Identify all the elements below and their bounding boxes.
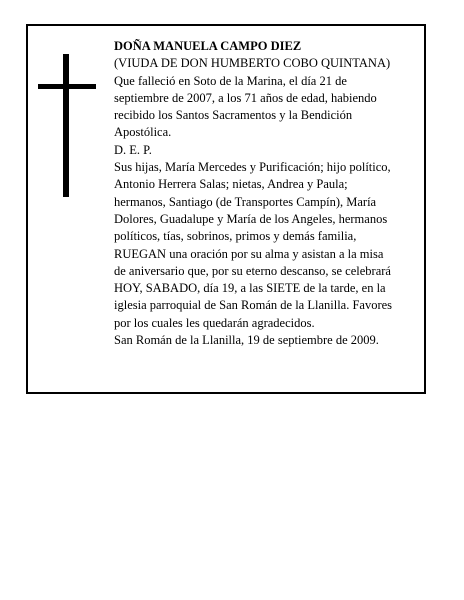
body-line: septiembre de 2007, a los 71 años de edad, habiendo bbox=[114, 90, 377, 105]
body-line: HOY, SABADO, día 19, a las SIETE de la tarde, en la bbox=[114, 281, 386, 296]
body-line: iglesia parroquial de San Román de la Llanilla. Favores bbox=[114, 298, 393, 313]
obituary-text-block bbox=[114, 38, 422, 349]
rip-line: D. E. P. bbox=[114, 142, 152, 157]
place-date-line: San Román de la Llanilla, 19 de septiembre de 2009. bbox=[114, 333, 379, 348]
body-line: RUEGAN una oración por su alma y asistan a la misa bbox=[114, 246, 384, 261]
body-line: recibido los Santos Sacramentos y la Bendición bbox=[114, 108, 353, 123]
cross-icon bbox=[38, 54, 96, 197]
body-line: Apostólica. bbox=[114, 125, 172, 140]
body-line: por los cuales les quedarán agradecidos. bbox=[114, 315, 315, 330]
body-line: políticos, tías, sobrinos, primos y demás familia, bbox=[114, 229, 357, 244]
body-line: Dolores, Guadalupe y María de los Angeles, hermanos bbox=[114, 211, 388, 226]
body-line: hermanos, Santiago (de Transportes Campín), María bbox=[114, 194, 377, 209]
cross-vertical-bar bbox=[63, 54, 69, 197]
body-line: Que falleció en Soto de la Marina, el día 21 de bbox=[114, 73, 347, 88]
body-line: Sus hijas, María Mercedes y Purificación; hijo político, bbox=[114, 160, 391, 175]
cross-horizontal-bar bbox=[38, 84, 96, 89]
body-line: de aniversario que, por su eterno descanso, se celebrará bbox=[114, 263, 391, 278]
widow-line: (VIUDA DE DON HUMBERTO COBO QUINTANA) bbox=[114, 56, 391, 71]
deceased-name: DOÑA MANUELA CAMPO DIEZ bbox=[114, 39, 302, 53]
body-line: Antonio Herrera Salas; nietas, Andrea y Paula; bbox=[114, 177, 348, 192]
